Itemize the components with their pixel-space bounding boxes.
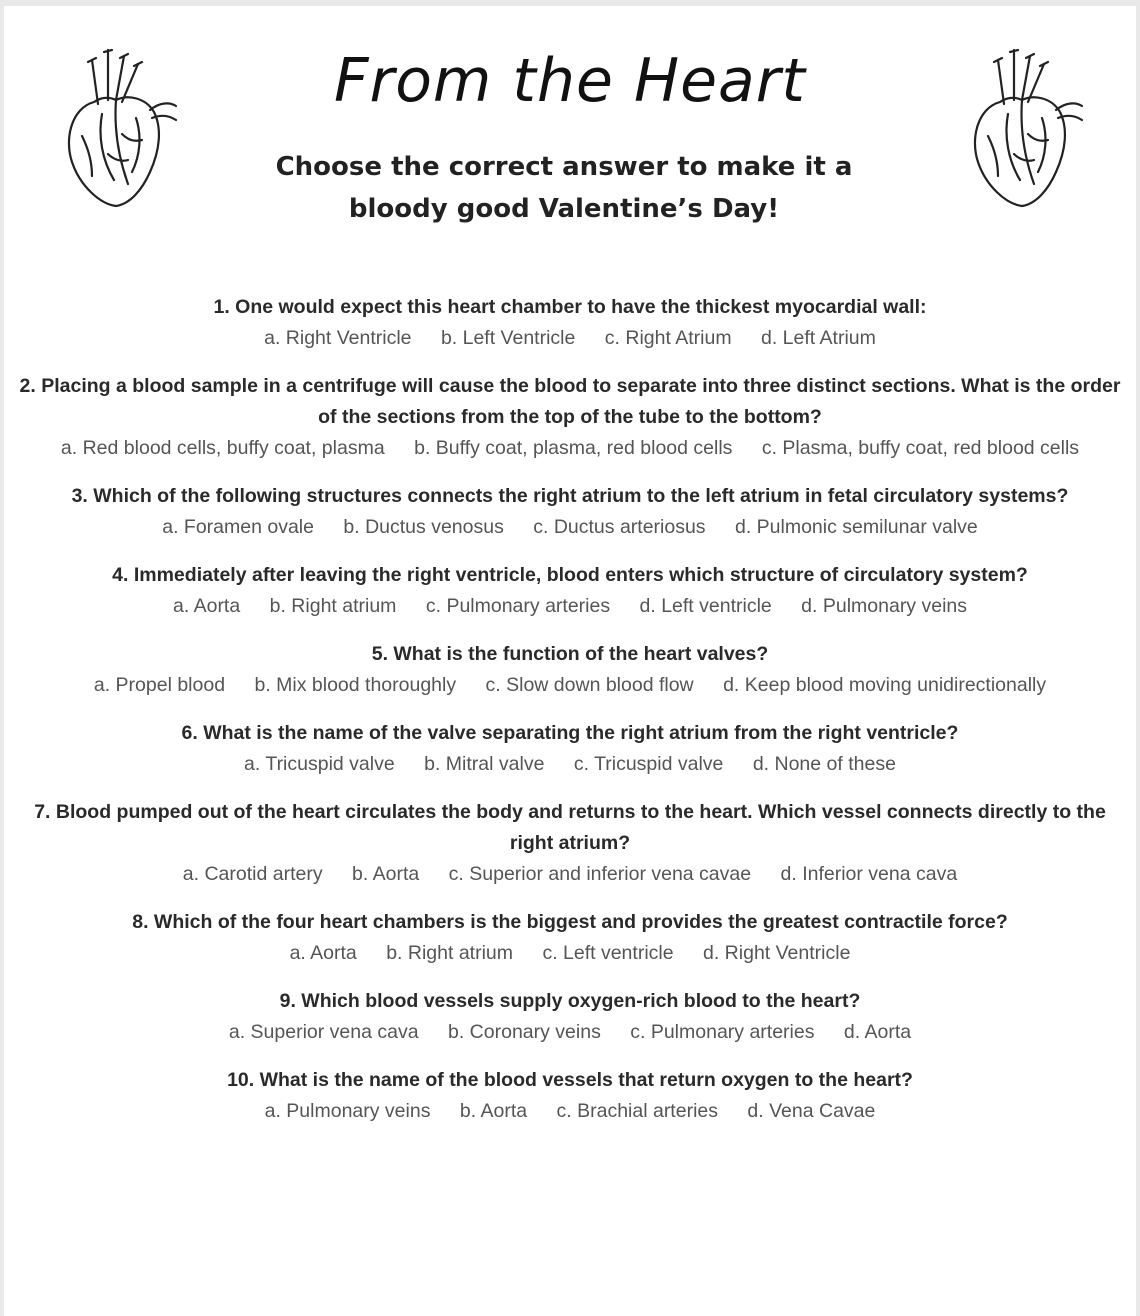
answer-option: b. Ductus venosus: [343, 516, 504, 538]
answer-option: d. Aorta: [843, 1021, 912, 1043]
answer-option: d. Left ventricle: [639, 595, 772, 617]
answer-option: b. Right atrium: [269, 595, 397, 617]
answer-option: b. Aorta: [352, 863, 420, 885]
answer-option: d. Right Ventricle: [703, 942, 851, 964]
question-8: [4, 907, 1136, 969]
question-10: [4, 1065, 1136, 1127]
answer-option: d. None of these: [752, 753, 896, 775]
worksheet-page: [4, 6, 1136, 1316]
question-stem: 3. Which of the following structures connects the right atrium to the left atrium in fetal circulatory systems?: [71, 485, 1069, 507]
question-stem: 9. Which blood vessels supply oxygen-rich blood to the heart?: [279, 990, 861, 1012]
answer-option: a. Carotid artery: [182, 863, 323, 885]
answer-option: a. Tricuspid valve: [244, 753, 395, 775]
answer-option: b. Aorta: [459, 1100, 528, 1122]
question-stem: 10. What is the name of the blood vessels that return oxygen to the heart?: [227, 1069, 913, 1091]
answer-option: c. Left ventricle: [542, 942, 674, 964]
answer-options: [10, 670, 1130, 701]
answer-option: b. Left Ventricle: [440, 327, 576, 349]
question-7: [4, 797, 1136, 890]
question-stem: 6. What is the name of the valve separating the right atrium from the right ventricle?: [181, 722, 959, 744]
question-2: [4, 371, 1136, 464]
answer-option: b. Coronary veins: [448, 1021, 601, 1043]
answer-options: [10, 1096, 1130, 1127]
answer-option: a. Superior vena cava: [228, 1021, 419, 1043]
answer-option: d. Pulmonic semilunar valve: [734, 516, 978, 538]
question-1: [4, 292, 1136, 354]
question-list: [4, 292, 1136, 1144]
answer-option: c. Superior and inferior vena cavae: [448, 863, 752, 885]
answer-option: a. Aorta: [172, 595, 241, 617]
subtitle-line: Choose the correct answer to make it a: [275, 152, 853, 182]
question-6: [4, 718, 1136, 780]
answer-options: [10, 433, 1130, 464]
answer-options: [10, 323, 1130, 354]
answer-options: [10, 512, 1130, 543]
question-4: [4, 560, 1136, 622]
answer-option: a. Foramen ovale: [162, 516, 314, 538]
answer-option: c. Plasma, buffy coat, red blood cells: [761, 437, 1080, 459]
answer-option: d. Pulmonary veins: [801, 595, 967, 617]
answer-option: b. Buffy coat, plasma, red blood cells: [414, 437, 733, 459]
answer-option: d. Inferior vena cava: [780, 863, 958, 885]
page-subtitle: [274, 146, 854, 230]
answer-options: [10, 1017, 1130, 1048]
answer-options: [10, 749, 1130, 780]
answer-option: c. Tricuspid valve: [573, 753, 724, 775]
answer-option: a. Pulmonary veins: [264, 1100, 431, 1122]
answer-option: d. Keep blood moving unidirectionally: [723, 674, 1047, 696]
answer-option: b. Right atrium: [386, 942, 514, 964]
answer-option: d. Vena Cavae: [747, 1100, 876, 1122]
answer-option: a. Aorta: [289, 942, 357, 964]
answer-options: [10, 938, 1130, 969]
question-stem: 4. Immediately after leaving the right ventricle, blood enters which structure of circulatory system?: [112, 564, 1028, 586]
question-9: [4, 986, 1136, 1048]
answer-option: a. Red blood cells, buffy coat, plasma: [60, 437, 385, 459]
question-stem: 1. One would expect this heart chamber to have the thickest myocardial wall:: [213, 296, 927, 318]
subtitle-line: bloody good Valentine’s Day!: [348, 194, 780, 224]
answer-option: b. Mix blood thoroughly: [254, 674, 457, 696]
answer-option: c. Slow down blood flow: [485, 674, 694, 696]
answer-option: c. Pulmonary arteries: [630, 1021, 815, 1043]
answer-option: d. Left Atrium: [761, 327, 876, 349]
question-stem: 2. Placing a blood sample in a centrifuge will cause the blood to separate into three distinct sections. What is the order of the sections from the top of the tube to the bottom?: [19, 375, 1121, 428]
page-title: From the Heart: [334, 46, 806, 116]
answer-option: b. Mitral valve: [424, 753, 545, 775]
answer-options: [10, 591, 1130, 622]
answer-option: c. Pulmonary arteries: [425, 595, 611, 617]
answer-option: c. Brachial arteries: [556, 1100, 718, 1122]
question-3: [4, 481, 1136, 543]
question-stem: 7. Blood pumped out of the heart circulates the body and returns to the heart. Which vessel connects directly to the right atrium?: [34, 801, 1106, 854]
question-5: [4, 639, 1136, 701]
answer-option: c. Right Atrium: [604, 327, 732, 349]
question-stem: 5. What is the function of the heart valves?: [371, 643, 769, 665]
answer-option: c. Ductus arteriosus: [533, 516, 706, 538]
question-stem: 8. Which of the four heart chambers is the biggest and provides the greatest contractile force?: [132, 911, 1008, 933]
answer-option: a. Right Ventricle: [264, 327, 412, 349]
answer-option: a. Propel blood: [93, 674, 226, 696]
answer-options: [10, 859, 1130, 890]
